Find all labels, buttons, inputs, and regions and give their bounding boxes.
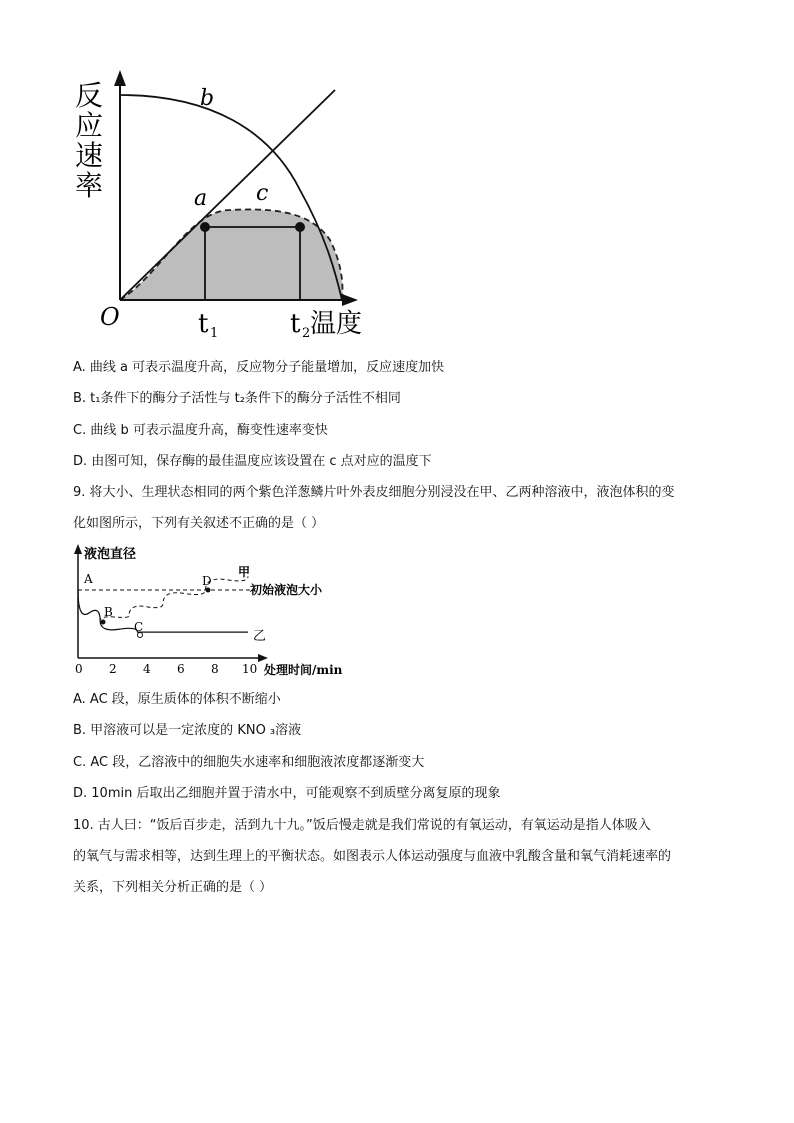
series-jia-label: 甲: [238, 565, 251, 579]
q9-stem-line-1: 9. 将大小、生理状态相同的两个紫色洋葱鳞片叶外表皮细胞分别浸没在甲、乙两种溶液中，液泡体积的变: [73, 485, 675, 500]
fig2-x-tick-2: 2: [109, 662, 117, 676]
q9-stem-line-2: 化如图所示，下列有关叙述不正确的是（ ）: [73, 516, 325, 531]
fig2-y-label: 液泡直径: [84, 547, 137, 562]
fig2-x-tick-0: 0: [75, 662, 83, 676]
origin-label: O: [100, 303, 120, 331]
q9-option-d: D. 10min 后取出乙细胞并置于清水中，可能观察不到质壁分离复原的现象: [73, 786, 501, 801]
q8-option-d: D. 由图可知，保存酶的最佳温度应该设置在 c 点对应的温度下: [73, 454, 432, 469]
fig2-x-axis-arrow: [258, 654, 268, 662]
q10-stem-line-3: 关系，下列相关分析正确的是（ ）: [73, 880, 273, 895]
point-C-label: C: [134, 620, 144, 634]
q10-stem-line-1: 10. 古人曰：“饭后百步走，活到九十九。”饭后慢走就是我们常说的有氧运动，有氧运动是指人体吸入: [73, 818, 651, 833]
x-axis-arrow: [342, 294, 358, 306]
fig2-x-tick-4: 4: [143, 662, 151, 676]
fig2-x-tick-6: 6: [177, 662, 185, 676]
fig2-y-axis-arrow: [74, 544, 82, 554]
q10-stem-line-2: 的氧气与需求相等，达到生理上的平衡状态。如图表示人体运动强度与血液中乳酸含量和氧气消耗速率的: [73, 849, 672, 864]
curve-c-label: c: [256, 181, 269, 206]
x-axis-label: 温度: [310, 309, 363, 339]
series-yi-label: 乙: [253, 629, 267, 644]
curve-c-shaded-area: [120, 209, 343, 300]
point-B: [101, 620, 106, 625]
fig2-x-label: 处理时间/min: [264, 663, 343, 677]
point-D: [206, 588, 211, 593]
q8-option-b: B. t₁条件下的酶分子活性与 t₂条件下的酶分子活性不相同: [73, 391, 401, 406]
curve-a-label: a: [194, 186, 208, 211]
point-t2: [295, 222, 305, 232]
point-D-label: D: [202, 574, 212, 588]
vacuole-diameter-chart: [70, 540, 370, 680]
q8-option-a: A. 曲线 a 可表示温度升高，反应物分子能量增加，反应速度加快: [73, 360, 445, 375]
q9-option-a: A. AC 段，原生质体的体积不断缩小: [73, 692, 281, 707]
q9-option-c: C. AC 段，乙溶液中的细胞失水速率和细胞液浓度都逐渐变大: [73, 755, 425, 770]
t1-subscript: 1: [210, 326, 219, 341]
t2-subscript: 2: [302, 326, 311, 341]
enzyme-temperature-figure: [60, 60, 380, 350]
fig2-x-tick-labels: [75, 662, 257, 676]
point-A-label: A: [84, 572, 93, 586]
y-label-char-2: 应: [75, 109, 104, 142]
fig2-x-tick-10: 10: [242, 662, 258, 676]
y-label-char-1: 反: [75, 79, 104, 112]
fig2-x-tick-8: 8: [211, 662, 219, 676]
y-label-char-3: 速: [75, 139, 104, 172]
y-label-char-4: 率: [75, 169, 104, 202]
point-t1: [200, 222, 210, 232]
initial-size-label: 初始液泡大小: [250, 583, 323, 597]
curve-b-label: b: [200, 86, 215, 111]
t1-label: t: [198, 309, 209, 339]
q9-option-b: B. 甲溶液可以是一定浓度的 KNO ₃溶液: [73, 723, 302, 738]
t2-label: t: [290, 309, 301, 339]
q8-option-c: C. 曲线 b 可表示温度升高，酶变性速率变快: [73, 423, 328, 438]
point-B-label: B: [104, 605, 113, 619]
y-axis-arrow: [114, 70, 126, 86]
